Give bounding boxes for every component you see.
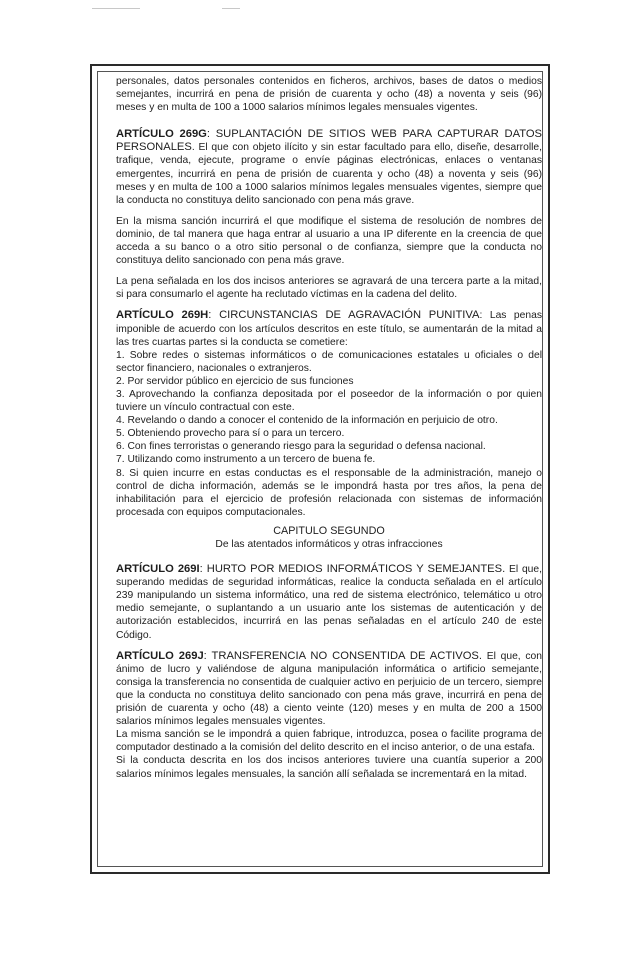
article-269h: [116, 309, 542, 348]
chapter-title: CAPITULO SEGUNDO: [273, 524, 385, 537]
list-item: 2. Por servidor público en ejercicio de sus funciones: [116, 375, 354, 387]
chapter-heading: [116, 525, 542, 551]
article-body: . El que con objeto ilícito y sin estar facultado para ello, diseñe, desarrolle, trafique, venda, ejecute, programe o envíe páginas electrónicas, enlaces o ventanas emergentes, incurrirá en pena de prisión de cuarenta y ocho (48) a noventa y seis (96) meses y en multa de 100 a 1000 salarios mínimos legales mensuales vigentes, siempre que la conducta no constituya delito sancionado con pena más grave.: [116, 142, 542, 206]
list-item: 1. Sobre redes o sistemas informáticos o de comunicaciones estatales u oficiales o del sector financiero, nacionales o extranjeros.: [116, 349, 542, 374]
list-item: 4. Revelando o dando a conocer el contenido de la información en perjuicio de otro.: [116, 415, 498, 427]
list-item: 7. Utilizando como instrumento a un tercero de buena fe.: [116, 454, 376, 466]
article-269j-paragraph-2: La misma sanción se le impondrá a quien fabrique, introduzca, posea o facilite programa de computador destinado a la comisión del delito descrito en el inciso anterior, o de una estafa.: [116, 729, 542, 754]
article-269g-paragraph-3: La pena señalada en los dos incisos anteriores se agravará de una tercera parte a la mitad, si para consumarlo el agente ha reclutado víctimas en la cadena del delito.: [116, 276, 542, 301]
scan-artifact-line: [222, 8, 240, 9]
article-title: : HURTO POR MEDIOS INFORMÁTICOS Y SEMEJANTES.: [199, 563, 506, 576]
intro-paragraph: personales, datos personales contenidos en ficheros, archivos, bases de datos o medios semejantes, incurrirá en pena de prisión de cuarenta y ocho (48) a noventa y seis (96) meses y en multa de 100 a 1000 salarios mínimos legales mensuales vigentes.: [116, 76, 542, 114]
article-269j-paragraph-3: Si la conducta descrita en los dos incisos anteriores tuviere una cuantía superior a 200 salarios mínimos legales mensuales, la sanción allí señalada se incrementará en la mitad.: [116, 755, 542, 780]
document-content: [116, 75, 542, 781]
article-body: El que, con ánimo de lucro y valiéndose de alguna manipulación informática o artificio semejante, consiga la transferencia no consentida de cualquier activo en perjuicio de un tercero, siempre que la conducta no constituya delito sancionado con pena más grave, incurrirá en pena de prisión de cuarenta y ocho (48) a ciento veinte (120) meses y en multa de 200 a 1500 salarios mínimos legales mensuales vigentes.: [116, 650, 542, 728]
article-heading: ARTÍCULO 269I: [116, 563, 200, 576]
document-frame: [90, 64, 550, 874]
article-title: : SUPLANTACIÓN DE SITIOS WEB PARA CAPTURAR DATOS PERSONALES: [116, 128, 542, 154]
article-269g: [116, 128, 542, 207]
article-269g-paragraph-2: En la misma sanción incurrirá el que modifique el sistema de resolución de nombres de dominio, de tal manera que haga entrar al usuario a una IP diferente en la creencia de que acceda a su banco o a otro sitio personal o de confianza, siempre que la conducta no constituya delito sancionado con pena más grave.: [116, 215, 542, 267]
article-heading: ARTÍCULO 269G: [116, 128, 207, 141]
article-body: : Las penas imponible de acuerdo con los artículos descritos en este título, se aumentarán de la mitad a las tres cuartas partes si la conducta se cometiere:: [116, 310, 542, 348]
article-269i: [116, 563, 542, 642]
article-body: El que, superando medidas de seguridad informáticas, realice la conducta señalada en el artículo 239 manipulando un sistema informático, una red de sistema electrónico, telemático u otro medio semejante, o suplantando a un usuario ante los sistemas de autenticación y de autorización establecidos, incurrirá en las penas señaladas en el artículo 240 de este Código.: [116, 564, 542, 641]
article-heading: ARTÍCULO 269J: [116, 649, 204, 662]
article-heading: ARTÍCULO 269H: [116, 309, 209, 322]
aggravation-list: [116, 349, 542, 519]
list-item: 5. Obteniendo provecho para sí o para un tercero.: [116, 428, 345, 440]
article-title: : TRANSFERENCIA NO CONSENTIDA DE ACTIVOS.: [203, 649, 482, 662]
list-item: 8. Si quien incurre en estas conductas es el responsable de la administración, manejo o control de dicha información, además se le impondrá hasta por tres años, la pena de inhabilitación para el ejercicio de profesión relacionada con sistemas de información procesada con equipos computacionales.: [116, 467, 542, 518]
list-item: 3. Aprovechando la confianza depositada por el poseedor de la información o por quien tuviere un vínculo contractual con este.: [116, 388, 542, 414]
article-269j: [116, 650, 542, 729]
article-title: : CIRCUNSTANCIAS DE AGRAVACIÓN PUNITIVA: [208, 309, 480, 322]
chapter-subtitle: De las atentados informáticos y otras infracciones: [215, 539, 443, 550]
list-item: 6. Con fines terroristas o generando riesgo para la seguridad o defensa nacional.: [116, 441, 486, 453]
scan-artifact-line: [92, 8, 140, 9]
